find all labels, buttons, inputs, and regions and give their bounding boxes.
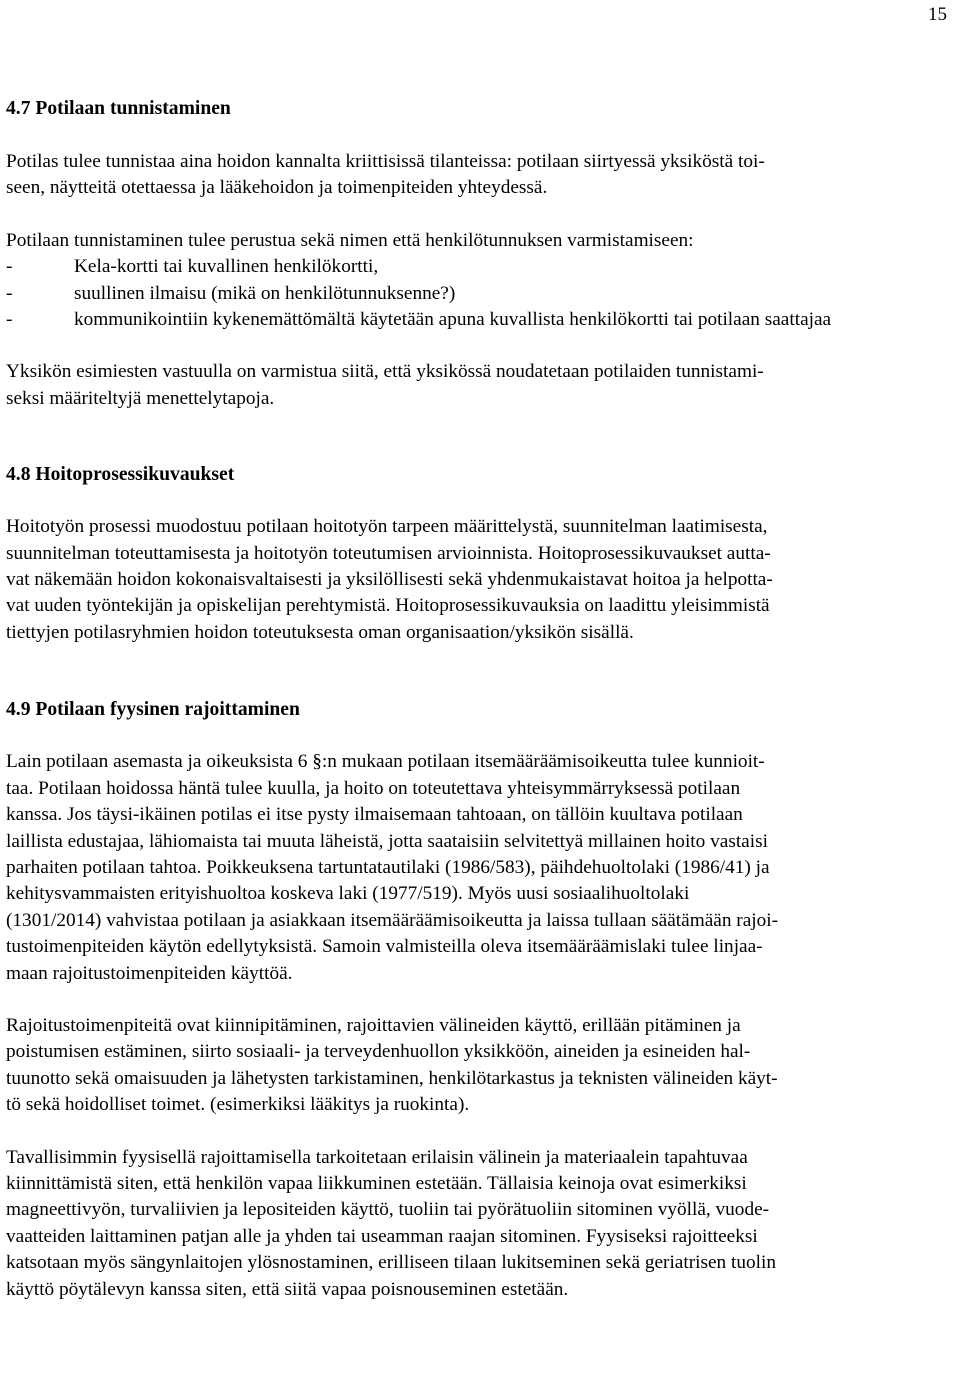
text-line: tö sekä hoidolliset toimet. (esimerkiksi lääkitys ja ruokinta). bbox=[6, 1094, 470, 1116]
text-line: tiettyjen potilasryhmien hoidon toteutuksesta oman organisaation/yksikön sisällä. bbox=[6, 621, 634, 643]
text-line: seksi määriteltyjä menettelytapoja. bbox=[6, 387, 275, 409]
list-item bbox=[6, 307, 946, 333]
text-line: vat uuden työntekijän ja opiskelijan perehtymistä. Hoitoprosessikuvauksia on laadittu yleisimmistä bbox=[6, 595, 770, 617]
list-dash: - bbox=[6, 256, 13, 278]
text-line: käyttö pöytälevyn kanssa siten, että siitä vapaa poisnouseminen estetään. bbox=[6, 1278, 569, 1300]
page-number: 15 bbox=[928, 4, 947, 25]
text-line: tuunotto sekä omaisuuden ja lähetysten tarkistaminen, henkilötarkastus ja teknisten välineiden käyt- bbox=[6, 1067, 778, 1089]
text-line: tustoimenpiteiden käytön edellytyksistä. Samoin valmisteilla oleva itsemääräämislaki tulee linjaa- bbox=[6, 936, 763, 958]
text-line: (1301/2014) vahvistaa potilaan ja asiakkaan itsemääräämisoikeutta ja laissa tullaan säätämään rajoi- bbox=[6, 909, 779, 931]
list-item-text: kommunikointiin kykenemättömältä käytetään apuna kuvallista henkilökortti tai potilaan saattajaa bbox=[74, 309, 832, 331]
list-dash: - bbox=[6, 282, 13, 304]
section-heading: 4.8 Hoitoprosessikuvaukset bbox=[6, 464, 235, 486]
paragraph bbox=[6, 149, 946, 202]
text-line: Tavallisimmin fyysisellä rajoittamisella tarkoitetaan erilaisin välinein ja materiaalein tapahtuvaa bbox=[6, 1146, 748, 1168]
section-heading: 4.7 Potilaan tunnistaminen bbox=[6, 98, 231, 119]
paragraph bbox=[6, 1013, 946, 1119]
list-dash: - bbox=[6, 309, 13, 331]
list-item-text: Kela-kortti tai kuvallinen henkilökortti, bbox=[74, 256, 379, 278]
text-line: Lain potilaan asemasta ja oikeuksista 6 §:n mukaan potilaan itsemääräämisoikeutta tulee kunnioit- bbox=[6, 751, 765, 773]
text-line: kiinnittämistä siten, että henkilön vapaa liikkuminen estetään. Tällaisia keinoja ovat esimerkiksi bbox=[6, 1172, 747, 1194]
page-content bbox=[6, 96, 946, 1303]
text-line: kehitysvammaisten erityishuoltoa koskeva laki (1977/519). Myös uusi sosiaalihuoltolaki bbox=[6, 883, 690, 905]
text-line: kanssa. Jos täysi-ikäinen potilas ei itse pysty ilmaisemaan tahtoaan, on tällöin kuultava potilaan bbox=[6, 804, 743, 826]
paragraph bbox=[6, 1145, 946, 1303]
text-line: vaatteiden laittaminen patjan alle ja yhden tai useamman raajan sitominen. Fyysiseksi rajoitteeksi bbox=[6, 1225, 758, 1247]
list-item bbox=[6, 254, 946, 280]
text-line: suunnitelman toteuttamisesta ja hoitotyön toteutumisen arvioinnista. Hoitoprosessikuvaukset autta- bbox=[6, 542, 771, 564]
text-line: katsotaan myös sängynlaitojen ylösnostaminen, erilliseen tilaan lukitseminen sekä geriatrisen tuolin bbox=[6, 1252, 777, 1274]
paragraph bbox=[6, 749, 946, 987]
section-fyysinen-rajoittaminen bbox=[6, 697, 946, 1303]
paragraph bbox=[6, 514, 946, 646]
section-heading: 4.9 Potilaan fyysinen rajoittaminen bbox=[6, 699, 300, 721]
section-hoitoprosessikuvaukset bbox=[6, 462, 946, 646]
text-line: Hoitotyön prosessi muodostuu potilaan hoitotyön tarpeen määrittelystä, suunnitelman laatimisesta, bbox=[6, 516, 768, 538]
text-line: seen, näytteitä otettaessa ja lääkehoidon ja toimenpiteiden yhteydessä. bbox=[6, 177, 548, 199]
paragraph-intro: Potilaan tunnistaminen tulee perustua sekä nimen että henkilötunnuksen varmistamiseen: bbox=[6, 229, 694, 251]
section-potilaan-tunnistaminen bbox=[6, 96, 946, 412]
text-line: Rajoitustoimenpiteitä ovat kiinnipitäminen, rajoittavien välineiden käyttö, erillään pitäminen ja bbox=[6, 1014, 741, 1036]
text-line: magneettivyön, turvaliivien ja lepositeiden käyttö, tuoliin tai pyörätuoliin sitominen vyöllä, vuode- bbox=[6, 1199, 770, 1221]
list-item bbox=[6, 281, 946, 307]
text-line: taa. Potilaan hoidossa häntä tulee kuulla, ja hoito on toteutettava yhteisymmärryksessä potilaan bbox=[6, 777, 741, 799]
text-line: Yksikön esimiesten vastuulla on varmistua siitä, että yksikössä noudatetaan potilaiden tunnistami- bbox=[6, 361, 764, 383]
text-line: poistumisen estäminen, siirto sosiaali- ja terveydenhuollon yksikköön, aineiden ja esineiden hal- bbox=[6, 1041, 751, 1063]
text-line: laillista edustajaa, lähiomaista tai muuta läheistä, jotta saataisiin selvitettyä millainen hoito vastaisi bbox=[6, 830, 768, 852]
text-line: Potilas tulee tunnistaa aina hoidon kannalta kriittisissä tilanteissa: potilaan siirtyessä yksiköstä toi- bbox=[6, 151, 765, 172]
list-item-text: suullinen ilmaisu (mikä on henkilötunnuksenne?) bbox=[74, 282, 456, 304]
identification-list bbox=[6, 254, 946, 333]
paragraph bbox=[6, 359, 946, 412]
text-line: parhaiten potilaan tahtoa. Poikkeuksena tartuntatautilaki (1986/583), päihdehuoltolaki (1986/41) ja bbox=[6, 856, 770, 878]
text-line: vat näkemään hoidon kokonaisvaltaisesti ja yksilöllisesti sekä yhdenmukaistavat hoitoa ja helpotta- bbox=[6, 569, 773, 591]
text-line: maan rajoitustoimenpiteiden käyttöä. bbox=[6, 962, 293, 984]
